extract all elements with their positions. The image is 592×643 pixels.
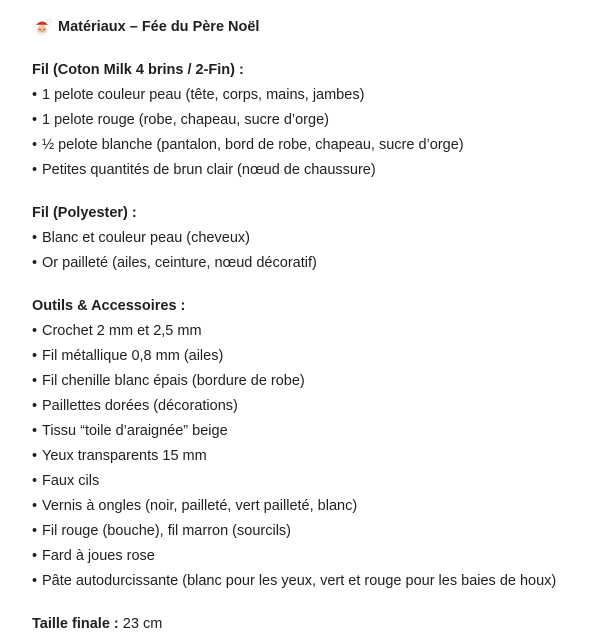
bullet: • [32,162,38,178]
bullet: • [32,523,38,539]
list-item [32,569,592,594]
materials-list [32,319,592,594]
list-item [32,251,592,276]
bullet: • [32,423,38,439]
materials-list [32,226,592,276]
list-item-text: 1 pelote rouge (robe, chapeau, sucre d’orge) [42,112,329,128]
page-title: Matériaux – Fée du Père Noël [58,19,260,35]
list-item-text: Pâte autodurcissante (blanc pour les yeux, vert et rouge pour les baies de houx) [42,573,557,589]
bullet: • [32,398,38,414]
list-item-text: Fard à joues rose [42,548,155,564]
bullet: • [32,548,38,564]
bullet: • [32,573,38,589]
list-item [32,344,592,369]
santa-emoji-icon [32,17,52,37]
bullet: • [32,348,38,364]
section-yarn-polyester [32,201,592,276]
section-tools-accessories [32,294,592,594]
list-item [32,158,592,183]
list-item-text: Paillettes dorées (décorations) [42,398,238,414]
list-item [32,83,592,108]
bullet: • [32,230,38,246]
title-row [32,14,592,40]
final-size-value: 23 cm [122,616,163,632]
bullet: • [32,373,38,389]
bullet: • [32,323,38,339]
bullet: • [32,473,38,489]
list-item [32,369,592,394]
list-item-text: Vernis à ongles (noir, pailleté, vert pailleté, blanc) [42,498,358,514]
list-item-text: Faux cils [42,473,100,489]
bullet: • [32,255,38,271]
list-item-text: Fil rouge (bouche), fil marron (sourcils) [42,523,291,539]
list-item [32,226,592,251]
section-yarn-cotton [32,58,592,183]
list-item [32,469,592,494]
list-item-text: 1 pelote couleur peau (tête, corps, mains, jambes) [42,87,365,103]
section-heading: Fil (Coton Milk 4 brins / 2-Fin) : [32,62,244,78]
bullet: • [32,112,38,128]
bullet: • [32,448,38,464]
materials-list [32,83,592,183]
final-size-label: Taille finale : [32,616,119,632]
list-item [32,419,592,444]
bullet: • [32,87,38,103]
list-item-text: Blanc et couleur peau (cheveux) [42,230,250,246]
bullet: • [32,498,38,514]
list-item-text: Tissu “toile d’araignée” beige [42,423,228,439]
list-item-text: Or pailleté (ailes, ceinture, nœud décoratif) [42,255,317,271]
list-item [32,444,592,469]
list-item-text: Fil métallique 0,8 mm (ailes) [42,348,224,364]
final-size [32,612,592,637]
list-item [32,519,592,544]
list-item [32,544,592,569]
list-item [32,108,592,133]
list-item-text: Yeux transparents 15 mm [42,448,207,464]
section-heading: Fil (Polyester) : [32,205,137,221]
list-item-text: Petites quantités de brun clair (nœud de chaussure) [42,162,376,178]
list-item [32,319,592,344]
list-item [32,494,592,519]
bullet: • [32,137,38,153]
list-item-text: Fil chenille blanc épais (bordure de robe) [42,373,305,389]
list-item-text: ½ pelote blanche (pantalon, bord de robe, chapeau, sucre d’orge) [42,137,464,153]
list-item-text: Crochet 2 mm et 2,5 mm [42,323,202,339]
section-heading: Outils & Accessoires : [32,298,186,314]
list-item [32,133,592,158]
list-item [32,394,592,419]
